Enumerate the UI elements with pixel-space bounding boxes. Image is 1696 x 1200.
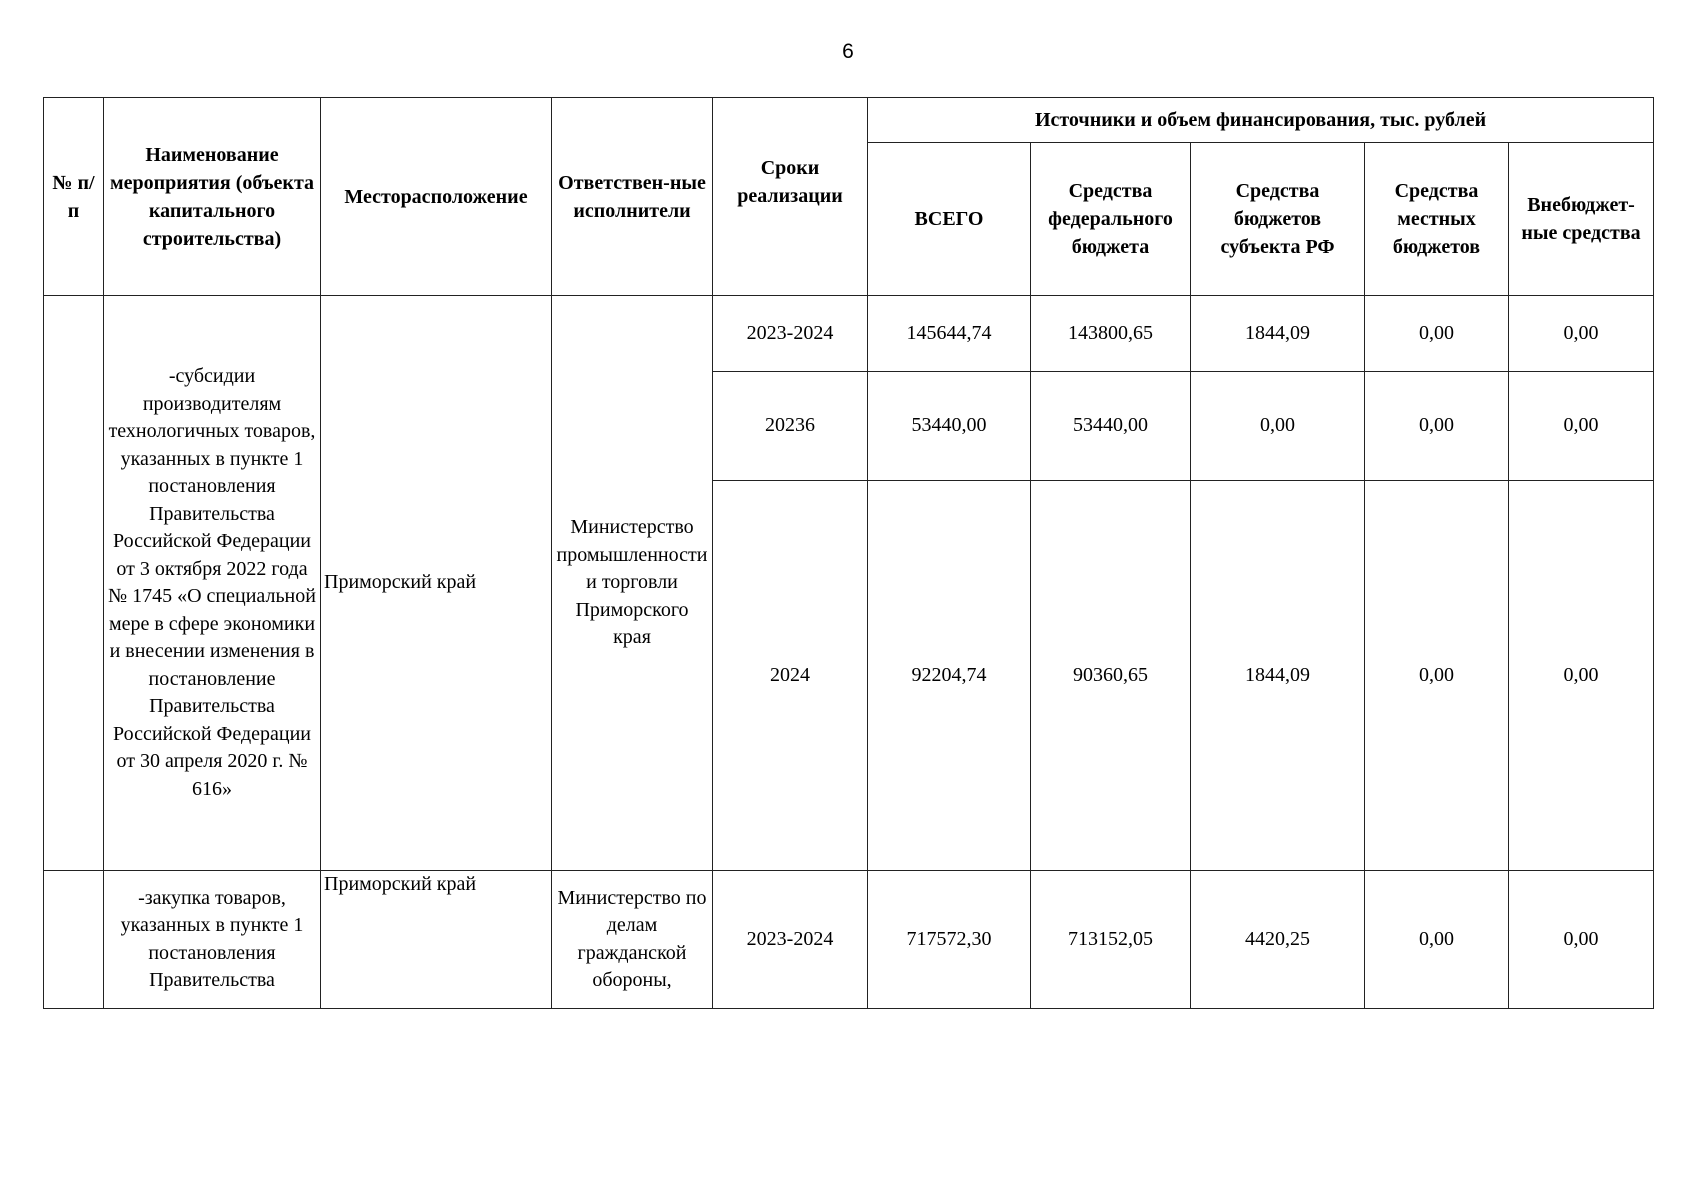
page-number: 6 bbox=[842, 40, 854, 63]
total-cell: 717572,30 bbox=[868, 871, 1031, 1009]
item2-name: -закупка товаров, указанных в пункте 1 постановления Правительства bbox=[104, 871, 321, 1009]
item2-num bbox=[44, 871, 104, 1009]
federal-cell: 90360,65 bbox=[1031, 481, 1191, 871]
item1-name: -субсидии производителям технологичных товаров, указанных в пункте 1 постановления Правительства Российской Федерации от 3 октября 2022 года № 1745 «О специальной мере в сфере экономики и внесении изменения в постановление Правительства Российской Федерации от 30 апреля 2020 г. № 616» bbox=[104, 296, 321, 871]
header-local: Средства местных бюджетов bbox=[1365, 143, 1509, 296]
header-terms: Сроки реализации bbox=[713, 98, 868, 296]
item1-num bbox=[44, 296, 104, 871]
federal-cell: 53440,00 bbox=[1031, 372, 1191, 481]
local-cell: 0,00 bbox=[1365, 481, 1509, 871]
header-federal: Средства федерального бюджета bbox=[1031, 143, 1191, 296]
local-cell: 0,00 bbox=[1365, 296, 1509, 372]
header-name: Наименование мероприятия (объекта капитального строительства) bbox=[104, 98, 321, 296]
regional-cell: 1844,09 bbox=[1191, 296, 1365, 372]
header-executors: Ответствен-ные исполнители bbox=[552, 98, 713, 296]
extra-cell: 0,00 bbox=[1509, 372, 1654, 481]
term-cell: 20236 bbox=[713, 372, 868, 481]
header-regional: Средства бюджетов субъекта РФ bbox=[1191, 143, 1365, 296]
regional-cell: 4420,25 bbox=[1191, 871, 1365, 1009]
header-funding-group: Источники и объем финансирования, тыс. рублей bbox=[868, 98, 1654, 143]
item1-location: Приморский край bbox=[321, 296, 552, 871]
item1-executor: Министерство промышленности и торговли Приморского края bbox=[552, 296, 713, 871]
extra-cell: 0,00 bbox=[1509, 481, 1654, 871]
item2-location: Приморский край bbox=[321, 871, 552, 1009]
regional-cell: 0,00 bbox=[1191, 372, 1365, 481]
term-cell: 2023-2024 bbox=[713, 871, 868, 1009]
financing-table bbox=[43, 97, 1654, 1009]
regional-cell: 1844,09 bbox=[1191, 481, 1365, 871]
extra-cell: 0,00 bbox=[1509, 296, 1654, 372]
header-location: Месторасположение bbox=[321, 98, 552, 296]
federal-cell: 713152,05 bbox=[1031, 871, 1191, 1009]
table-row bbox=[44, 871, 1654, 1009]
total-cell: 53440,00 bbox=[868, 372, 1031, 481]
federal-cell: 143800,65 bbox=[1031, 296, 1191, 372]
term-cell: 2024 bbox=[713, 481, 868, 871]
header-num: № п/п bbox=[44, 98, 104, 296]
item2-executor: Министерство по делам гражданской обороны, bbox=[552, 871, 713, 1009]
total-cell: 92204,74 bbox=[868, 481, 1031, 871]
header-total: ВСЕГО bbox=[868, 143, 1031, 296]
local-cell: 0,00 bbox=[1365, 871, 1509, 1009]
local-cell: 0,00 bbox=[1365, 372, 1509, 481]
table-row bbox=[44, 296, 1654, 372]
header-extra: Внебюджет-ные средства bbox=[1509, 143, 1654, 296]
term-cell: 2023-2024 bbox=[713, 296, 868, 372]
extra-cell: 0,00 bbox=[1509, 871, 1654, 1009]
header-row-1 bbox=[44, 98, 1654, 143]
total-cell: 145644,74 bbox=[868, 296, 1031, 372]
